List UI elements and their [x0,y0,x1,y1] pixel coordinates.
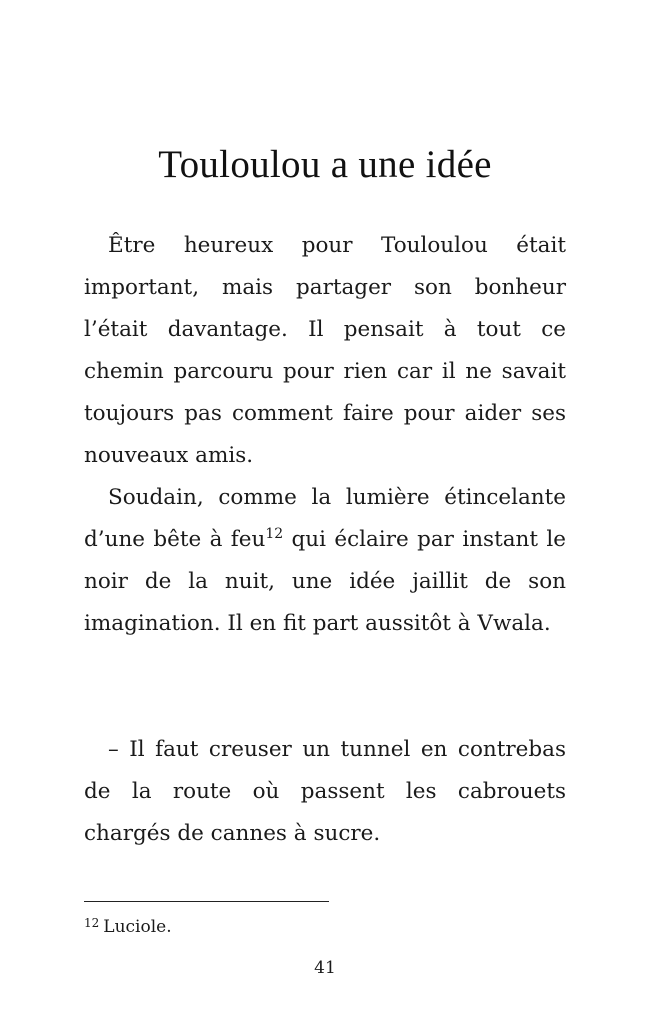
paragraph-2 [84,477,566,645]
footnote [84,911,172,939]
paragraph-1: Être heureux pour Touloulou était important, mais partager son bonheur l’était davantage. Il pensait à tout ce chemin parcouru pour rien car il ne savait toujours pas comment faire pour aider ses nouveaux amis. [84,233,566,468]
paragraph-2-text-start: Soudain, comme la lumière étincelante d’une bête à feu [84,485,566,552]
paragraph-2-text-end: qui éclaire par instant le noir de la nuit, une idée jaillit de son imagination. Il en fit part aussitôt à Vwala. [84,527,566,636]
footnote-text: Luciole. [103,917,172,937]
page-number: 41 [314,958,336,978]
footnote-reference: 12 [265,526,284,542]
paragraph-3-dialogue: – Il faut creuser un tunnel en contrebas de la route où passent les cabrouets chargés de cannes à sucre. [84,737,566,846]
chapter-title: Touloulou a une idée [158,143,492,186]
footnote-separator [84,901,329,902]
footnote-number: 12 [84,916,100,930]
